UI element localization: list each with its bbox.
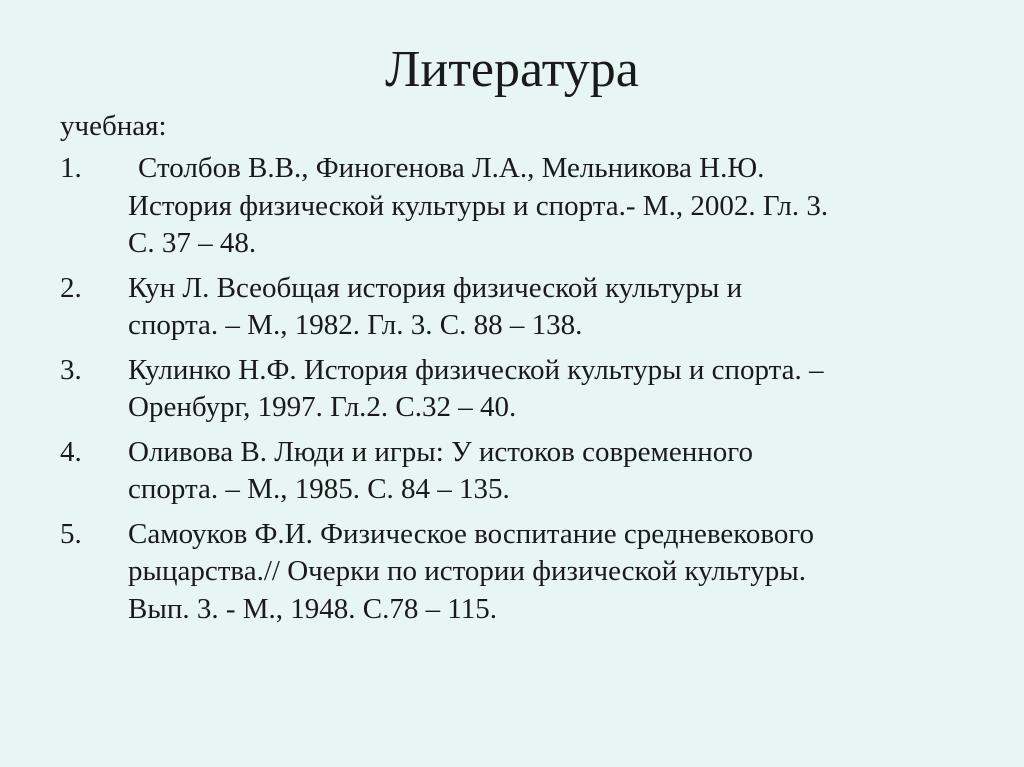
- reference-line: спорта. – М., 1982. Гл. 3. С. 88 – 138.: [128, 309, 583, 341]
- slide-title: Литература: [385, 41, 639, 98]
- reference-text: [128, 352, 980, 427]
- reference-text: [128, 516, 980, 629]
- reference-item: [60, 270, 980, 345]
- reference-line: Столбов В.В., Финогенова Л.А., Мельникова Н.Ю.: [138, 152, 765, 184]
- reference-text: [128, 150, 980, 263]
- reference-text: [128, 270, 980, 345]
- reference-line: С. 37 – 48.: [128, 227, 257, 259]
- reference-line: Кун Л. Всеобщая история физической культуры и: [128, 271, 743, 304]
- reference-item: [60, 434, 980, 509]
- reference-item: [60, 352, 980, 427]
- reference-item: [60, 150, 980, 263]
- reference-line: Вып. 3. - М., 1948. С.78 – 115.: [128, 592, 498, 625]
- reference-line: Самоуков Ф.И. Физическое воспитание средневекового: [128, 517, 815, 550]
- reference-line: спорта. – М., 1985. С. 84 – 135.: [128, 473, 510, 505]
- reference-line: рыцарства.// Очерки по истории физической культуры.: [128, 555, 806, 587]
- reference-line: Оливова В. Люди и игры: У истоков современного: [128, 435, 753, 468]
- reference-number: 4.: [60, 435, 82, 468]
- reference-item: [60, 516, 980, 629]
- reference-text: [128, 434, 980, 509]
- reference-number: 5.: [60, 517, 82, 550]
- reference-number: 3.: [60, 353, 82, 386]
- reference-line: Кулинко Н.Ф. История физической культуры и спорта. –: [128, 353, 824, 386]
- reference-number: 1.: [60, 152, 82, 184]
- reference-line: Оренбург, 1997. Гл.2. С.32 – 40.: [128, 391, 517, 423]
- reference-list: [60, 150, 980, 635]
- reference-number: 2.: [60, 271, 82, 304]
- slide-subtitle: учебная:: [60, 110, 167, 142]
- reference-line: История физической культуры и спорта.- М., 2002. Гл. 3.: [128, 189, 829, 222]
